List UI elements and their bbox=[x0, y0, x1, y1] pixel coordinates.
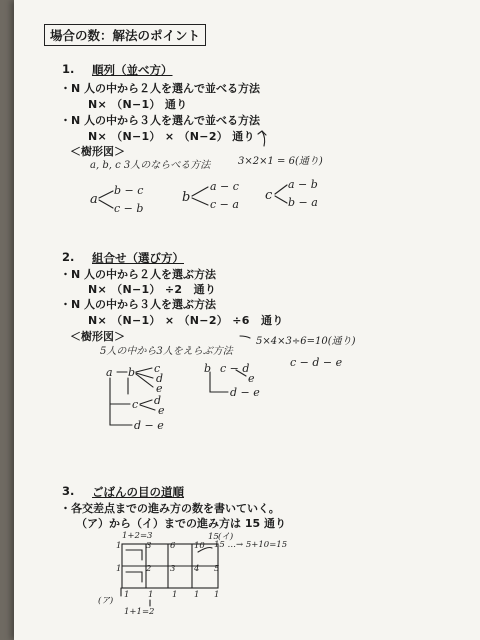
grid-top-4: 15 bbox=[208, 532, 219, 542]
tree3-bottom: b − a bbox=[288, 196, 318, 209]
tree2-top: a − c bbox=[210, 180, 239, 193]
tree2-branch-top bbox=[192, 187, 208, 196]
sec3-heading: ごばんの目の道順 bbox=[92, 485, 184, 499]
grid-top-note: 1+2=3 bbox=[122, 531, 153, 541]
tree3-branch-bottom bbox=[275, 196, 287, 203]
t2-d5: d − e bbox=[230, 386, 260, 399]
grid-mid-4: 5 bbox=[214, 564, 220, 574]
t2-c2: c bbox=[132, 398, 139, 411]
t2-b2: b bbox=[204, 362, 212, 375]
grid-arrow-1 bbox=[126, 550, 142, 560]
tree1-top: b − c bbox=[114, 184, 144, 197]
sec3-bullet-2: （ア）から（イ）までの進み方は 15 通り bbox=[76, 517, 286, 530]
sec1-bullet-2: ・N 人の中から３人を選んで並べる方法 bbox=[60, 114, 261, 127]
grid-arrow-2 bbox=[126, 572, 142, 582]
tree2-root: b bbox=[182, 190, 191, 205]
tree3-branch-top bbox=[275, 185, 287, 194]
grid-right-note: 15 …→ 5+10=15 bbox=[214, 540, 288, 550]
t2-c-e-branch bbox=[236, 370, 246, 376]
sec2-bullet-2: ・N 人の中から３人を選ぶ方法 bbox=[60, 298, 217, 311]
tree1-bottom: c − b bbox=[114, 202, 144, 215]
grid-bot-1: 1 bbox=[148, 590, 154, 600]
sec2-arrow bbox=[240, 336, 250, 338]
t2-d3: d − e bbox=[134, 419, 164, 432]
grid-bottom-note: 1+1=2 bbox=[124, 607, 155, 617]
grid-top-0: 1 bbox=[116, 541, 122, 551]
grid-bot-2: 1 bbox=[172, 590, 178, 600]
t2-a-vertical bbox=[110, 378, 132, 425]
tree1-branch-top bbox=[99, 191, 113, 198]
sec1-calc: 3×2×1 = 6(通り) bbox=[238, 156, 323, 167]
t2-c-e-line bbox=[140, 405, 155, 410]
sec1-number: 1. bbox=[62, 62, 75, 76]
sec3-bullet-1: ・各交差点までの進み方の数を書いていく。 bbox=[60, 502, 280, 515]
t2-b: b bbox=[128, 366, 136, 379]
sec2-heading: 組合せ（選び方） bbox=[92, 251, 184, 265]
grid-arrow-3 bbox=[198, 548, 212, 553]
grid-a-label: (ア) bbox=[98, 596, 114, 606]
t2-b-vertical bbox=[210, 372, 228, 392]
sec2-tree-label: ＜樹形図＞ bbox=[70, 330, 125, 343]
sec2-note: 5人の中から3人をえらぶ方法 bbox=[100, 346, 233, 357]
t2-e1: e bbox=[156, 382, 163, 395]
t2-b-c-line bbox=[136, 368, 152, 372]
page-title: 場合の数：解法のポイント bbox=[44, 24, 206, 46]
grid-mid-1: 2 bbox=[146, 564, 152, 574]
t2-c-d-line bbox=[140, 400, 152, 404]
tree2-branch-bottom bbox=[192, 198, 208, 205]
t2-d2: d bbox=[154, 394, 162, 407]
grid-mid-2: 3 bbox=[170, 564, 176, 574]
t2-e3: e bbox=[248, 372, 255, 385]
grid-top-1: 3 bbox=[146, 541, 152, 551]
sec2-calc: 5×4×3÷6=10(通り) bbox=[256, 336, 356, 347]
sec1-heading: 順列（並べ方） bbox=[92, 63, 173, 77]
sec1-formula-2: N× （N−1） × （N−2） 通り bbox=[88, 130, 255, 143]
sec1-note: a, b, c 3人のならべる方法 bbox=[90, 160, 211, 171]
grid-bot-3: 1 bbox=[194, 590, 200, 600]
sec1-tree-label: ＜樹形図＞ bbox=[70, 145, 125, 158]
grid-top-2: 6 bbox=[170, 541, 176, 551]
tree1-root: a bbox=[90, 192, 98, 207]
t2-c1: c bbox=[154, 362, 161, 375]
grid-i-label: (イ) bbox=[218, 532, 234, 542]
tree2-bottom: c − a bbox=[210, 198, 239, 211]
sec1-bullet-1: ・N 人の中から２人を選んで並べる方法 bbox=[60, 82, 261, 95]
t2-c3: c − d bbox=[220, 362, 250, 375]
t2-e2: e bbox=[158, 404, 165, 417]
grid-mid-0: 1 bbox=[116, 564, 122, 574]
sec2-bullet-1: ・N 人の中から２人を選ぶ方法 bbox=[60, 268, 217, 281]
sec2-number: 2. bbox=[62, 250, 75, 264]
t2-right: c − d − e bbox=[290, 356, 343, 369]
grid-top-3: 10 bbox=[194, 541, 205, 551]
tree3-root: c bbox=[265, 188, 273, 203]
tree3-top: a − b bbox=[288, 178, 318, 191]
sec1-formula-1: N× （N−1） 通り bbox=[88, 98, 188, 111]
t2-a: a bbox=[106, 366, 113, 379]
sec2-formula-1: N× （N−1） ÷2 通り bbox=[88, 283, 217, 296]
grid-mid-3: 4 bbox=[194, 564, 200, 574]
grid-bot-0: 1 bbox=[124, 590, 130, 600]
sec2-formula-2: N× （N−1） × （N−2） ÷6 通り bbox=[88, 314, 284, 327]
tree1-branch-bottom bbox=[99, 200, 113, 208]
grid-bot-4: 1 bbox=[214, 590, 220, 600]
sec3-number: 3. bbox=[62, 484, 75, 498]
sec1-arrow-head bbox=[258, 131, 266, 135]
t2-d1: d bbox=[156, 372, 164, 385]
